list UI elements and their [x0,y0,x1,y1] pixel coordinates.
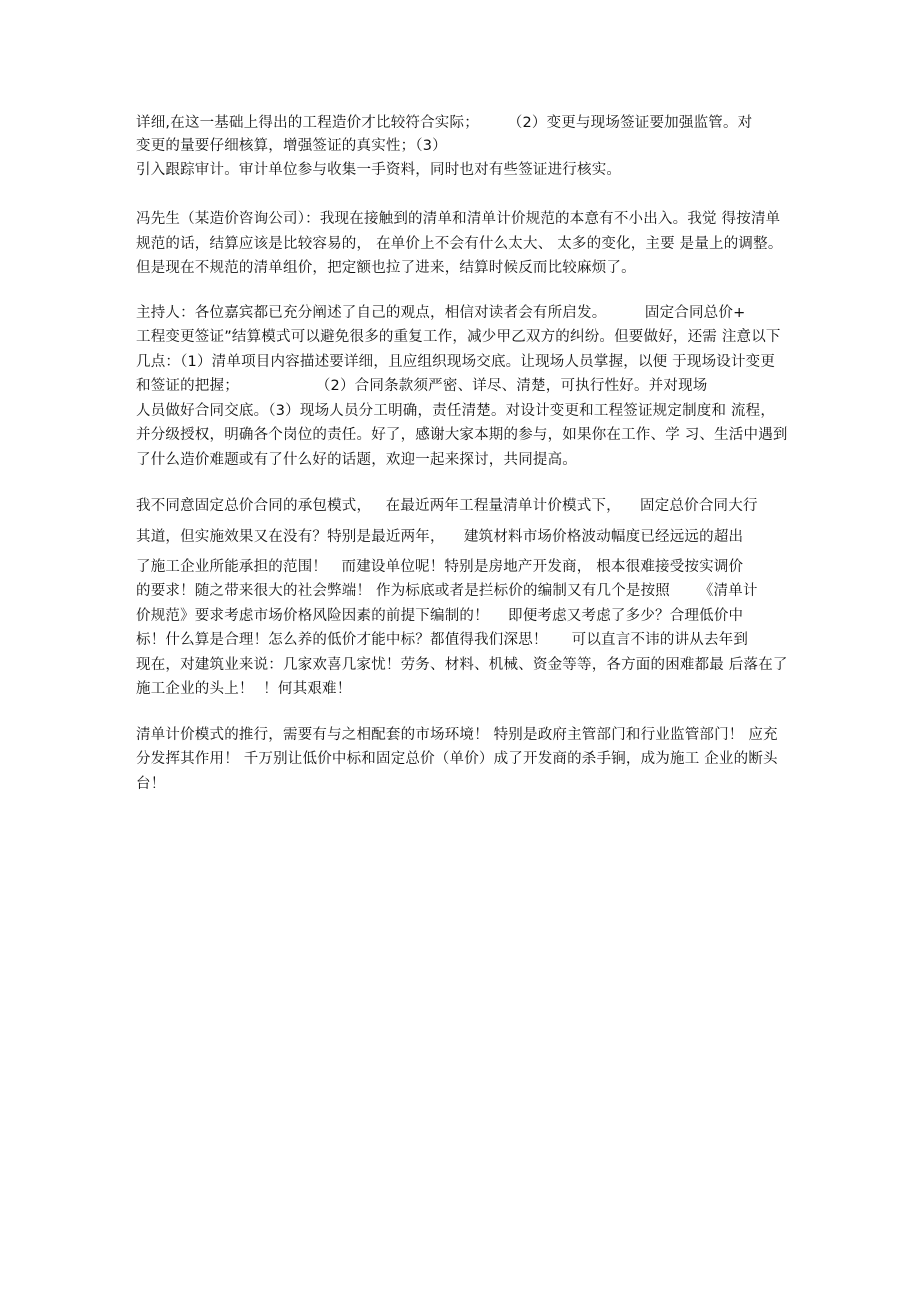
text-line: 变更的量要仔细核算，增强签证的真实性；（3） [136,138,447,154]
text-line: 价规范》要求考虑市场价格风险因素的前提下编制的！ 即便考虑又考虑了多少？合理低价中 [136,608,744,624]
text-line: 引入跟踪审计。审计单位参与收集一手资料，同时也对有些签证进行核实。 [136,162,622,178]
text-line: 了什么造价难题或有了什么好的话题，欢迎一起来探讨，共同提高。 [136,452,577,468]
text-line: 我不同意固定总价合同的承包模式， 在最近两年工程量清单计价模式下， 固定总价合同大行 [136,498,758,514]
text-line: 规范的话，结算应该是比较容易的， 在单价上不会有什么太大、 太多的变化，主要 是量上的调整。 [136,236,783,252]
text-line: 人员做好合同交底。（3）现场人员分工明确，责任清楚。对设计变更和工程签证规定制度和 流程， [136,403,776,419]
text-line: 但是现在不规范的清单组价，把定额也拉了进来，结算时候反而比较麻烦了。 [136,260,636,276]
text-line: 施工企业的头上！ ！何其艰难！ [136,681,352,697]
text-line: 其道，但实施效果又在没有？特别是最近两年， 建筑材料市场价格波动幅度已经远远的超出 [136,529,744,545]
text-line: 几点：（1）清单项目内容描述要详细，且应组织现场交底。让现场人员掌握，以便 于现场设计变更 [136,354,776,370]
text-line: 了施工企业所能承担的范围！ 而建设单位呢！特别是房地产开发商， 根本很难接受按实调价 [136,559,744,575]
text-line: 的要求！随之带来很大的社会弊端！ 作为标底或者是拦标价的编制又有几个是按照 《清单计 [136,583,758,599]
text-line: 和签证的把握； （2）合同条款须严密、详尽、清楚，可执行性好。并对现场 [136,378,708,394]
text-line: 工程变更签证”结算模式可以避免很多的重复工作，减少甲乙双方的纠纷。但要做好，还需 注意以下 [136,329,781,345]
text-line: 现在，对建筑业来说：几家欢喜几家忧！劳务、材料、机械、资金等等，各方面的困难都最 后落在了 [136,657,788,673]
text-line: 清单计价模式的推行，需要有与之相配套的市场环境！ 特别是政府主管部门和行业监管部门！ 应充 [136,727,778,743]
text-line: 并分级授权，明确各个岗位的责任。好了，感谢大家本期的参与，如果你在工作、学 习、生活中遇到 [136,427,788,443]
text-line: 冯先生（某造价咨询公司）：我现在接触到的清单和清单计价规范的本意有不小出入。我觉 得按清单 [136,211,781,227]
text-line: 主持人：各位嘉宾都已充分阐述了自己的观点，相信对读者会有所启发。 固定合同总价+ [136,305,746,321]
text-line: 标！什么算是合理！怎么养的低价才能中标？都值得我们深思！ 可以直言不讳的讲从去年到 [136,632,749,648]
text-line: 台！ [136,776,166,792]
text-line: 分发挥其作用！ 千万别让低价中标和固定总价（单价）成了开发商的杀手锏，成为施工 企业的断头 [136,751,778,767]
text-line: 详细,在这一基础上得出的工程造价才比较符合实际； （2）变更与现场签证要加强监管。对 [136,115,753,131]
